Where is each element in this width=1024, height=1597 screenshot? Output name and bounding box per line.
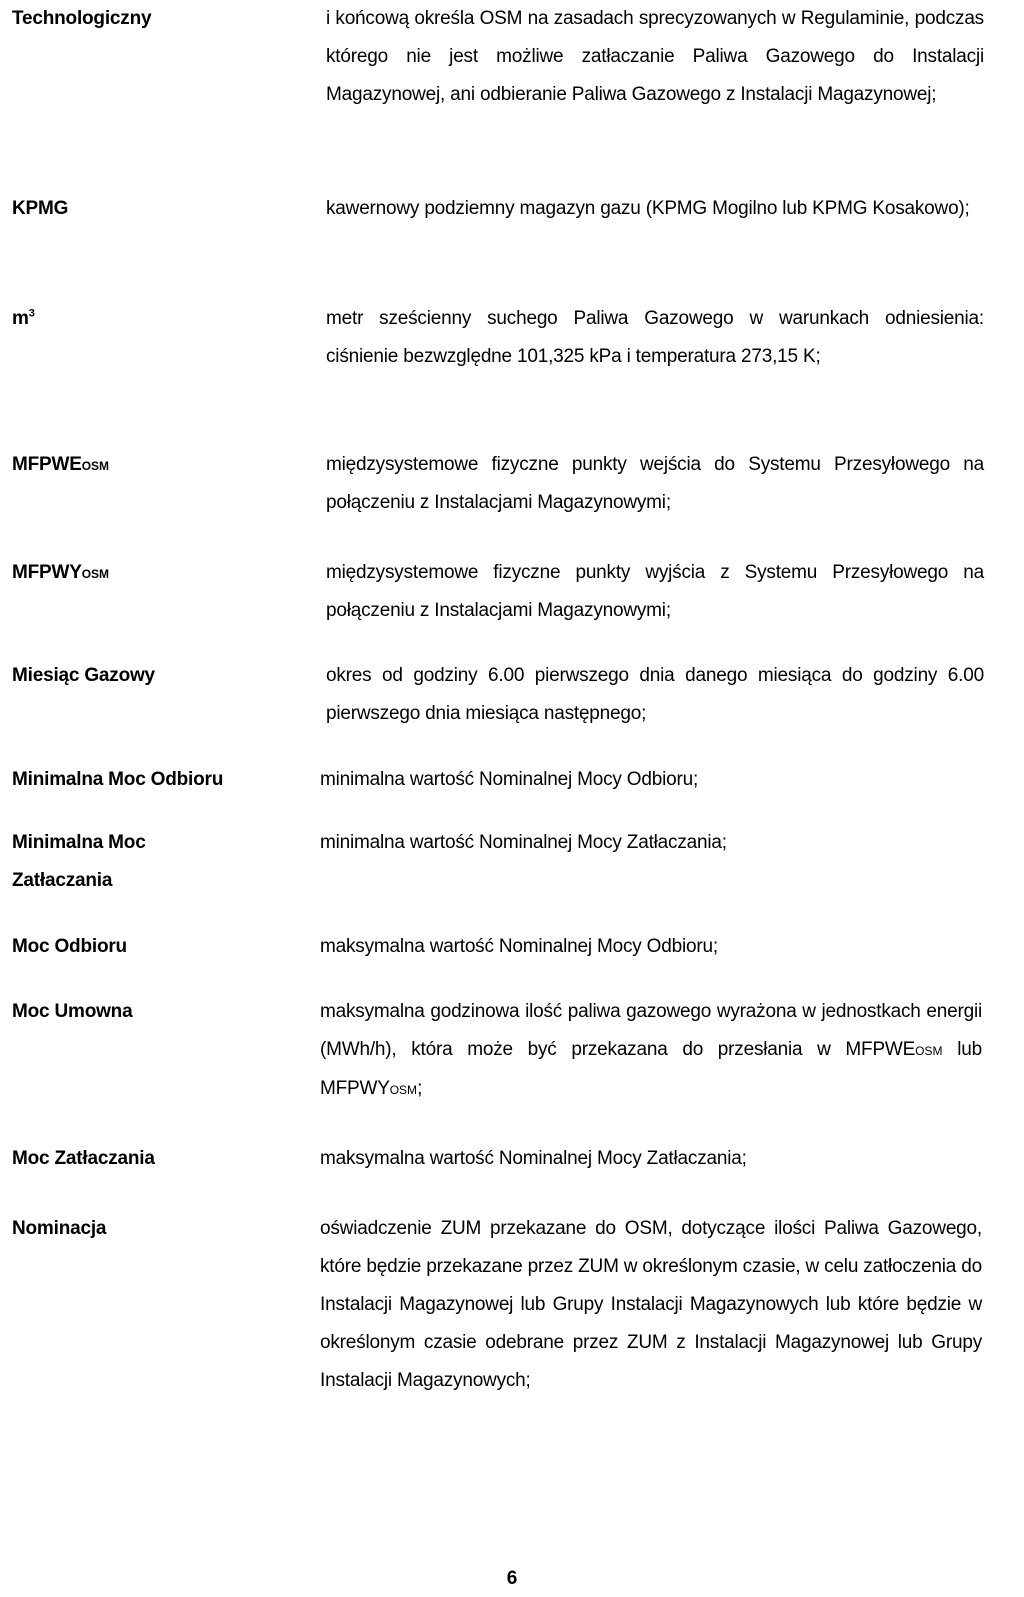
term-moc-umowna: Moc Umowna [12,1001,133,1022]
term-moc-zatlaczania: Moc Zatłaczania [12,1148,155,1169]
definition-nominacja: oświadczenie ZUM przekazane do OSM, dotyczące ilości Paliwa Gazowego, które będzie przekazane przez ZUM w określonym czasie, w celu zatłoczenia do Instalacji Magazynowej lub Grupy Instalacji Magazynowych lub które będzie w określonym czasie odebrane przez ZUM z Instalacji Magazynowej lub Grupy Instalacji Magazynowych; [320,1218,982,1391]
definition-moc-umowna-mid: lub MFPWY [320,1039,982,1099]
definition-moc-umowna-sub-2: OSM [389,1083,418,1097]
definition-moc-zatlaczania: maksymalna wartość Nominalnej Mocy Zatłaczania; [320,1148,747,1169]
page-number: 6 [506,1568,518,1589]
term-mfpwe [12,446,297,485]
definition-technologiczny: i końcową określa OSM na zasadach sprecyzowanych w Regulaminie, podczas którego nie jest możliwe zatłaczanie Paliwa Gazowego do Instalacji Magazynowej, ani odbieranie Paliwa Gazowego z Instalacji Magazynowej; [326,8,984,105]
definition-minimalna-moc-zatlaczania: minimalna wartość Nominalnej Mocy Zatłaczania; [320,832,727,853]
term-miesiac-gazowy: Miesiąc Gazowy [12,665,155,686]
definition-moc-umowna [320,993,982,1109]
term-mfpwy-base: MFPWY [12,562,82,583]
definition-moc-odbioru: maksymalna wartość Nominalnej Mocy Odbioru; [320,936,718,957]
definition-mfpwy: międzysystemowe fizyczne punkty wyjścia z Systemu Przesyłowego na połączeniu z Instalacjami Magazynowymi; [326,562,984,621]
term-m3-superscript: 3 [28,307,35,320]
definition-kpmg: kawernowy podziemny magazyn gazu (KPMG Mogilno lub KPMG Kosakowo); [326,198,970,219]
definition-mfpwe: międzysystemowe fizyczne punkty wejścia do Systemu Przesyłowego na połączeniu z Instalacjami Magazynowymi; [326,454,984,513]
term-moc-odbioru: Moc Odbioru [12,936,127,957]
term-kpmg: KPMG [12,198,69,219]
term-minimalna-moc-zatlaczania: Minimalna Moc Zatłaczania [12,832,146,891]
definition-moc-umowna-sub-1: OSM [915,1044,943,1058]
term-m3-base: m [12,308,29,329]
term-m3 [12,300,297,338]
definition-moc-umowna-end: ; [417,1078,423,1099]
definition-miesiac-gazowy: okres od godziny 6.00 pierwszego dnia danego miesiąca do godziny 6.00 pierwszego dnia miesiąca następnego; [326,665,984,724]
definition-moc-umowna-start: maksymalna godzinowa ilość paliwa gazowego wyrażona w jednostkach energii (MWh/h), która może być przekazana do przesłania w MFPWE [320,1001,982,1060]
term-mfpwy-subscript: OSM [81,567,110,581]
term-mfpwy [12,554,297,593]
term-minimalna-moc-odbioru: Minimalna Moc Odbioru [12,769,224,790]
term-mfpwe-subscript: OSM [81,459,110,473]
definition-m3: metr sześcienny suchego Paliwa Gazowego w warunkach odniesienia: ciśnienie bezwzględne 101,325 kPa i temperatura 273,15 K; [326,308,984,367]
term-mfpwe-base: MFPWE [12,454,82,475]
term-nominacja: Nominacja [12,1218,107,1239]
term-technologiczny: Technologiczny [12,8,152,29]
definition-minimalna-moc-odbioru: minimalna wartość Nominalnej Mocy Odbioru; [320,769,699,790]
